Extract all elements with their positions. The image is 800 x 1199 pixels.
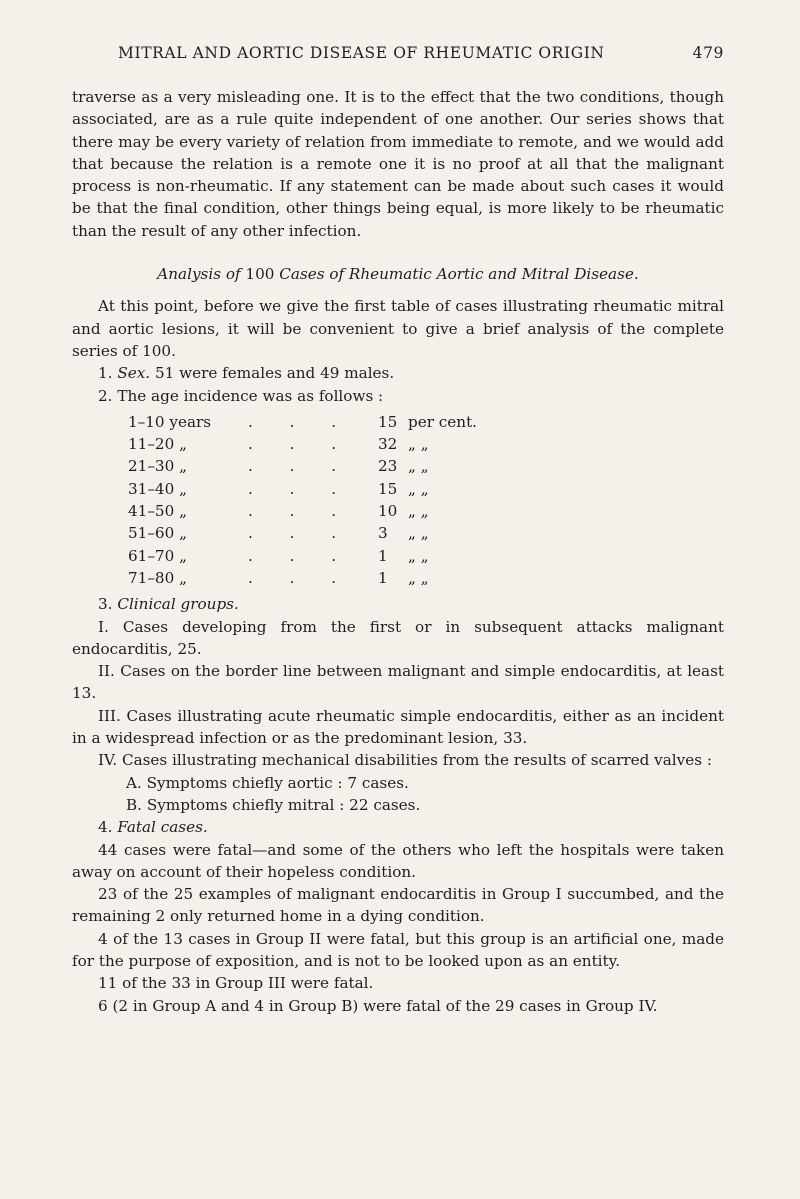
fatal-4: 11 of the 33 in Group III were fatal. — [98, 974, 374, 993]
section-heading-number: 100 — [245, 265, 275, 284]
age-percent: 1 — [378, 546, 388, 565]
age-unit: „ „ — [408, 502, 429, 521]
age-unit: per cent. — [408, 412, 478, 431]
leader-dots: . . . — [248, 479, 353, 498]
item-label: Clinical groups. — [117, 595, 239, 614]
leader-dots: . . . — [248, 457, 353, 476]
age-range: 11–20 „ — [128, 435, 187, 454]
age-percent: 1 — [378, 568, 388, 587]
item-number: 2. — [98, 386, 113, 405]
age-percent: 15 — [378, 479, 398, 498]
leader-dots: . . . — [248, 546, 353, 565]
section-heading-word2: of — [225, 265, 241, 284]
age-range: 21–30 „ — [128, 457, 187, 476]
age-range: 51–60 „ — [128, 524, 187, 543]
table-row — [128, 478, 477, 500]
leader-dots: . . . — [248, 568, 353, 587]
group-1: I. Cases developing from the first or in subsequent attacks malignant endocarditis, 25. — [72, 617, 724, 658]
group-4a: A. Symptoms chiefly aortic : 7 cases. — [126, 773, 409, 792]
item-number: 3. — [98, 595, 113, 614]
age-range: 61–70 „ — [128, 546, 187, 565]
fatal-5: 6 (2 in Group A and 4 in Group B) were fatal of the 29 cases in Group IV. — [98, 996, 658, 1015]
item-label: Sex. — [117, 364, 151, 383]
item-sex — [72, 362, 724, 384]
item-number: 1. — [98, 364, 113, 383]
item-label: Fatal cases. — [117, 818, 208, 837]
age-range: 1–10 years — [128, 412, 212, 431]
table-row — [128, 522, 477, 544]
table-row — [128, 500, 477, 522]
fatal-3: 4 of the 13 cases in Group II were fatal, but this group is an artificial one, made for the purpose of exposition, and is not to be looked upon as an entity. — [72, 929, 724, 970]
age-unit: „ „ — [408, 457, 429, 476]
age-percent: 3 — [378, 524, 388, 543]
age-percent: 15 — [378, 412, 398, 431]
group-4: IV. Cases illustrating mechanical disabilities from the results of scarred valves : — [98, 751, 712, 770]
table-row — [128, 455, 477, 477]
table-row — [128, 545, 477, 567]
table-row — [128, 567, 477, 589]
age-unit: „ „ — [408, 479, 429, 498]
age-unit: „ „ — [408, 546, 429, 565]
analysis-paragraph: At this point, before we give the first table of cases illustrating rheumatic mitral and aortic lesions, it will be convenient to give a brief analysis of the complete series of 100. — [72, 297, 724, 360]
table-row — [128, 411, 477, 433]
group-4b: B. Symptoms chiefly mitral : 22 cases. — [126, 795, 421, 814]
item-age — [72, 385, 724, 407]
age-range: 71–80 „ — [128, 568, 187, 587]
intro-paragraph: traverse as a very misleading one. It is to the effect that the two conditions, though associated, are as a rule quite independent of one another. Our series shows that there may be every variety of relation from immediate to remote, and we would add that because the relation is a remote one it is no proof at all that the malignant process is non-rheumatic. If any statement can be made about such cases it would be that the final condition, other things being equal, is more likely to be rheumatic than the result of any other infection. — [72, 88, 724, 240]
age-unit: „ „ — [408, 568, 429, 587]
group-3: III. Cases illustrating acute rheumatic simple endocarditis, either as an incident in a widespread infection or as the predominant lesion, 33. — [72, 706, 724, 748]
table-row — [128, 433, 477, 455]
age-range: 31–40 „ — [128, 479, 187, 498]
age-percent: 10 — [378, 502, 398, 521]
item-text: 51 were females and 49 males. — [154, 364, 395, 383]
group-2: II. Cases on the border line between malignant and simple endocarditis, at least 13. — [72, 662, 724, 703]
leader-dots: . . . — [248, 524, 353, 543]
age-unit: „ „ — [408, 435, 429, 454]
page-number: 479 — [692, 44, 724, 62]
fatal-1: 44 cases were fatal—and some of the others who left the hospitals were taken away on account of their hopeless condition. — [72, 840, 724, 881]
section-heading-tail: Cases of Rheumatic Aortic and Mitral Disease. — [279, 265, 639, 284]
leader-dots: . . . — [248, 435, 353, 454]
age-range: 41–50 „ — [128, 502, 187, 521]
fatal-2: 23 of the 25 examples of malignant endocarditis in Group I succumbed, and the remaining 2 only returned home in a dying condition. — [72, 885, 724, 926]
age-incidence-table — [128, 411, 477, 589]
leader-dots: . . . — [248, 502, 353, 521]
item-number: 4. — [98, 818, 113, 837]
item-clinical-groups — [72, 593, 724, 615]
age-unit: „ „ — [408, 524, 429, 543]
age-percent: 32 — [378, 435, 398, 454]
item-text: The age incidence was as follows : — [117, 386, 384, 405]
leader-dots: . . . — [248, 412, 353, 431]
running-title: MITRAL AND AORTIC DISEASE OF RHEUMATIC ORIGIN — [118, 44, 605, 62]
section-heading — [72, 263, 724, 285]
page-body — [72, 86, 724, 1017]
item-fatal-cases — [72, 816, 724, 838]
age-percent: 23 — [378, 457, 398, 476]
section-heading-word1: Analysis — [157, 265, 221, 284]
